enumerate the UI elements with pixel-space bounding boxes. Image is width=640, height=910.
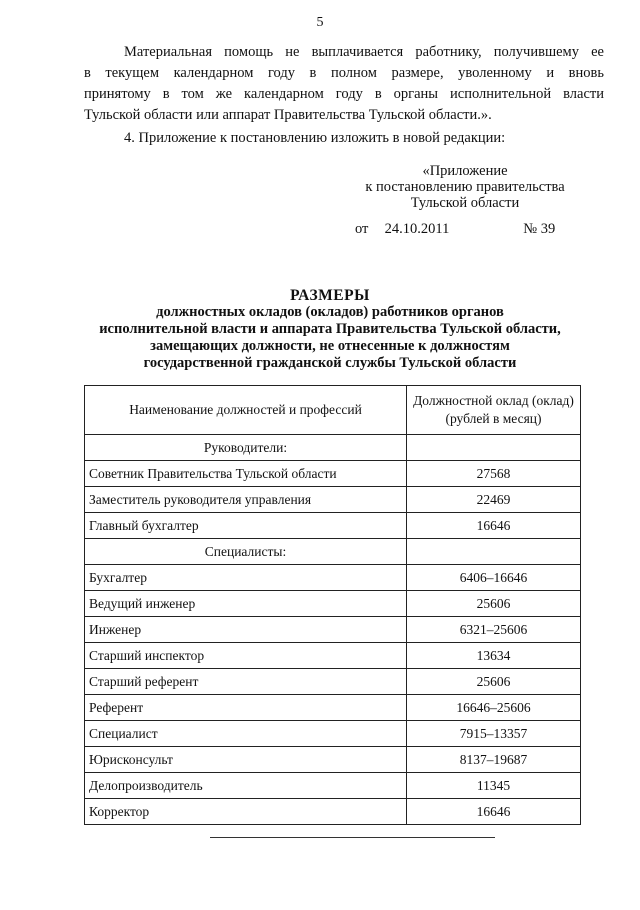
table-row [85,721,581,747]
subtitle-line: должностных окладов (окладов) работников органов [156,304,504,320]
salary-value: 22469 [407,487,581,513]
appendix-date: 24.10.2011 [384,221,450,237]
salary-value: 6321–25606 [407,617,581,643]
header-name: Наименование должностей и профессий [85,386,407,435]
document-subtitle [60,304,600,372]
salary-value: 25606 [407,669,581,695]
position-name: Советник Правительства Тульской области [85,461,407,487]
table-row [85,773,581,799]
table-header-row [85,386,581,435]
salary-table [84,385,581,825]
section-title: Руководители: [85,435,407,461]
table-row [85,565,581,591]
position-name: Заместитель руководителя управления [85,487,407,513]
salary-value: 25606 [407,591,581,617]
position-name: Референт [85,695,407,721]
salary-value: 11345 [407,773,581,799]
appendix-line: Тульской области [410,195,520,211]
salary-value: 8137–19687 [407,747,581,773]
table-row [85,591,581,617]
intro-line: в текущем календарном году в полном размере, уволенному и вновь [84,65,604,81]
header-salary-line: (рублей в месяц) [445,411,542,426]
position-name: Корректор [85,799,407,825]
salary-value: 7915–13357 [407,721,581,747]
intro-line: Тульской области или аппарат Правительства Тульской области.». [84,107,492,123]
clause-4: 4. Приложение к постановлению изложить в новой редакции: [124,130,506,146]
salary-value: 13634 [407,643,581,669]
position-name: Главный бухгалтер [85,513,407,539]
appendix-date-line [355,221,555,238]
date-prefix: от [355,221,369,237]
table-row [85,513,581,539]
table-row [85,747,581,773]
table-row [85,799,581,825]
salary-value: 16646 [407,513,581,539]
position-name: Юрисконсульт [85,747,407,773]
intro-paragraph [84,42,604,126]
subtitle-line: замещающих должности, не отнесенные к должностям [150,338,510,354]
section-empty-cell [407,435,581,461]
position-name: Ведущий инженер [85,591,407,617]
appendix-line: к постановлению правительства [365,179,565,195]
position-name: Бухгалтер [85,565,407,591]
salary-value: 16646–25606 [407,695,581,721]
table-row [85,617,581,643]
document-title: РАЗМЕРЫ [290,287,370,304]
header-salary [407,386,581,435]
table-row [85,695,581,721]
table-row [85,669,581,695]
table-row [85,643,581,669]
intro-line: принятому в том же календарном году в органы исполнительной власти [84,86,604,102]
salary-value: 27568 [407,461,581,487]
page-number: 5 [316,15,324,30]
section-empty-cell [407,539,581,565]
position-name: Старший референт [85,669,407,695]
table-row [85,461,581,487]
header-salary-line: Должностной оклад (оклад) [413,393,574,408]
position-name: Инженер [85,617,407,643]
section-row [85,435,581,461]
salary-value: 6406–16646 [407,565,581,591]
appendix-line: «Приложение [422,163,508,179]
table-row [85,487,581,513]
salary-value: 16646 [407,799,581,825]
position-name: Делопроизводитель [85,773,407,799]
position-name: Старший инспектор [85,643,407,669]
bottom-divider [210,837,495,838]
section-title: Специалисты: [85,539,407,565]
position-name: Специалист [85,721,407,747]
section-row [85,539,581,565]
appendix-number: № 39 [523,221,556,237]
subtitle-line: государственной гражданской службы Тульской области [143,355,517,371]
subtitle-line: исполнительной власти и аппарата Правительства Тульской области, [99,321,561,337]
intro-line: Материальная помощь не выплачивается работнику, получившему ее [124,44,604,60]
appendix-block [345,163,585,211]
